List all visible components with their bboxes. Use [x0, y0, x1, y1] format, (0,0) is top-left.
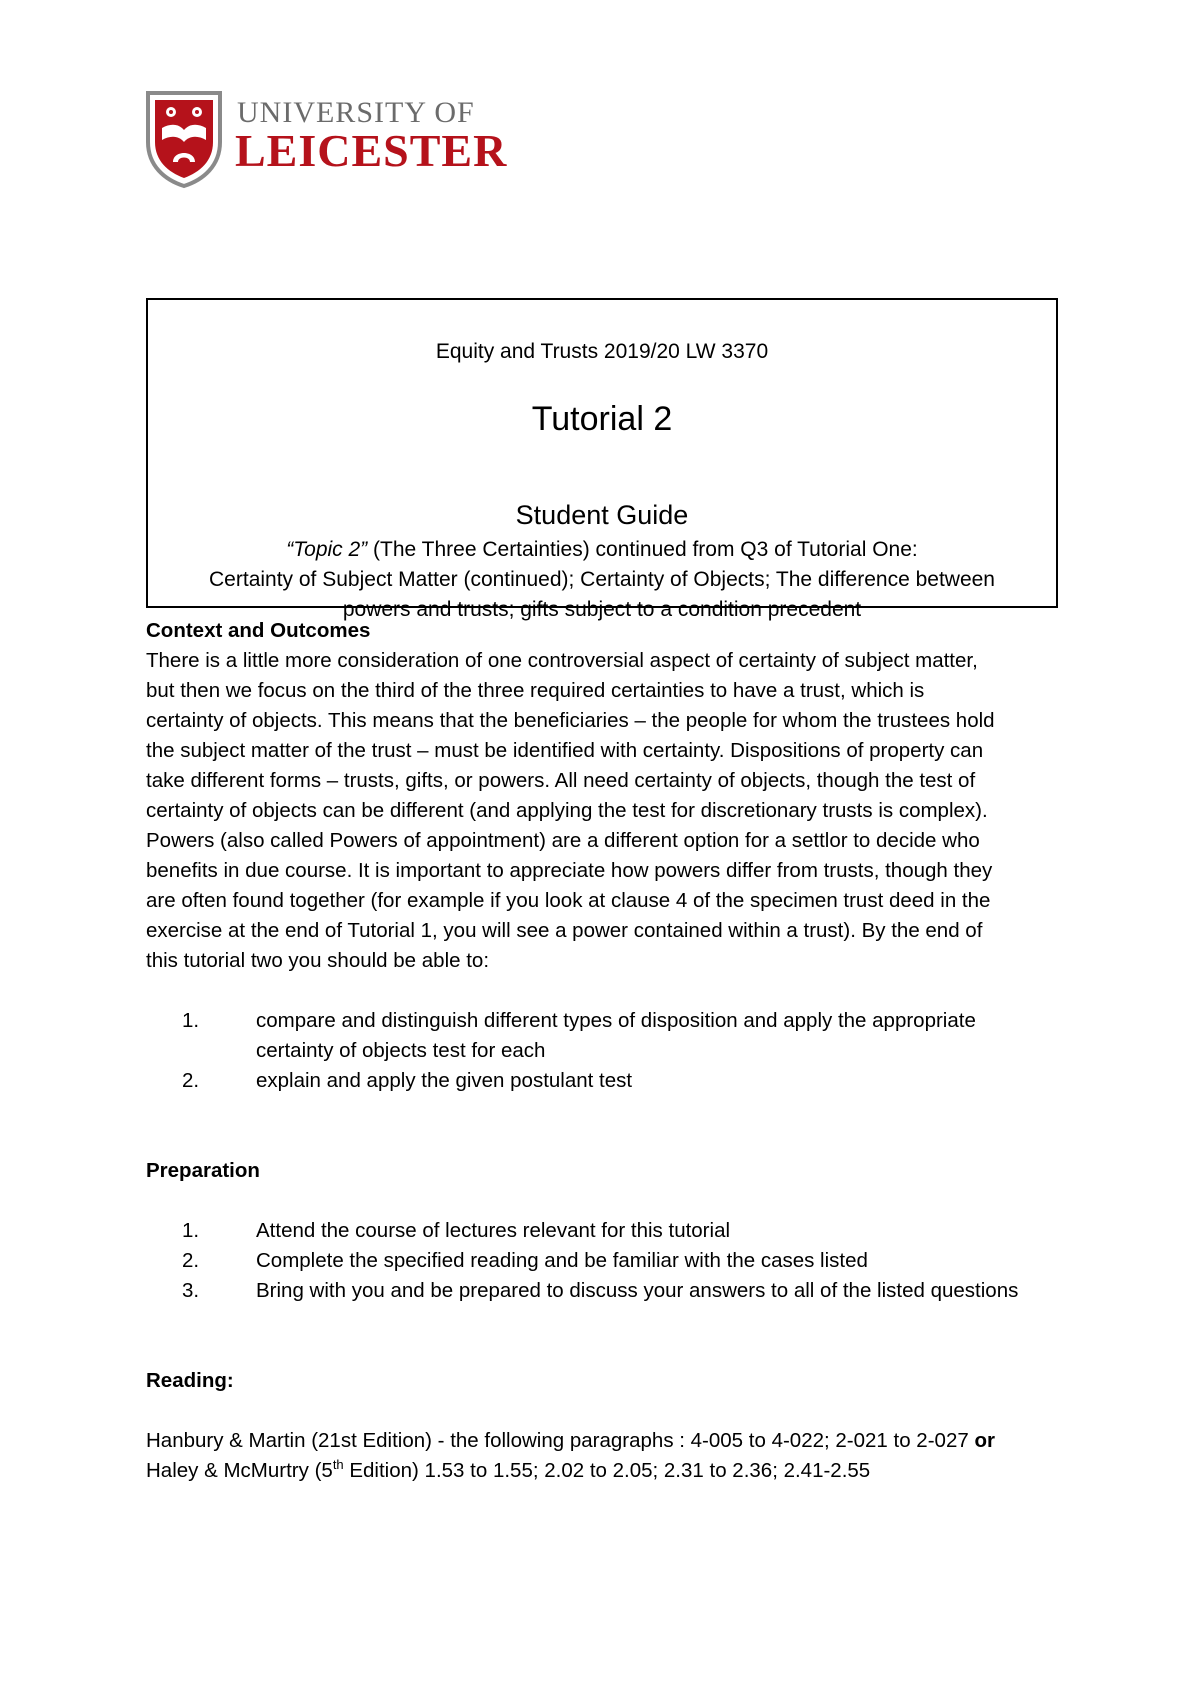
preparation-text: Attend the course of lectures relevant for this tutorial: [256, 1219, 731, 1242]
preparation-text: Complete the specified reading and be familiar with the cases listed: [256, 1249, 868, 1272]
preparation-item: [146, 1216, 1096, 1246]
outcome-item: [146, 1006, 1096, 1066]
context-line: are often found together (for example if you look at clause 4 of the specimen trust deed in the: [146, 889, 991, 912]
preparation-item: [146, 1276, 1096, 1306]
outcome-line: explain and apply the given postulant test: [256, 1069, 633, 1092]
university-logo: [145, 90, 508, 190]
preparation-number: 2.: [182, 1249, 200, 1272]
logo-line-leicester: LEICESTER: [235, 125, 508, 176]
main-content: [146, 616, 1096, 1486]
reading-text-paragraphs: Edition) 1.53 to 1.55; 2.02 to 2.05; 2.31 to 2.36; 2.41-2.55: [343, 1459, 871, 1482]
outcome-number: 1.: [182, 1009, 200, 1032]
preparation-heading: Preparation: [146, 1159, 260, 1182]
reading-or: or: [974, 1429, 995, 1452]
context-line: Powers (also called Powers of appointment) are a different option for a settlor to decide who: [146, 829, 980, 852]
context-line: the subject matter of the trust – must be identified with certainty. Dispositions of property can: [146, 739, 984, 762]
topic-line-2: Certainty of Subject Matter (continued); Certainty of Objects; The difference between: [209, 568, 995, 591]
reading-heading: Reading:: [146, 1369, 234, 1392]
preparation-number: 3.: [182, 1279, 200, 1302]
context-line: exercise at the end of Tutorial 1, you will see a power contained within a trust). By the end of: [146, 919, 983, 942]
tutorial-title: Tutorial 2: [531, 400, 673, 438]
outcome-line: certainty of objects test for each: [256, 1039, 546, 1062]
context-line: certainty of objects can be different (and applying the test for discretionary trusts is complex).: [146, 799, 988, 822]
context-line: this tutorial two you should be able to:: [146, 949, 490, 972]
context-line: but then we focus on the third of the three required certainties to have a trust, which is: [146, 679, 925, 702]
context-line: take different forms – trusts, gifts, or powers. All need certainty of objects, though the test of: [146, 769, 976, 792]
reading-line-2: [146, 1456, 1096, 1486]
preparation-text: Bring with you and be prepared to discuss your answers to all of the listed questions: [256, 1279, 1019, 1302]
university-crest-icon: [145, 90, 223, 188]
context-line: There is a little more consideration of one controversial aspect of certainty of subject matter,: [146, 649, 978, 672]
topic-description: (The Three Certainties) continued from Q3 of Tutorial One:: [367, 538, 918, 561]
context-line: certainty of objects. This means that the beneficiaries – the people for whom the trustees hold: [146, 709, 995, 732]
context-heading: Context and Outcomes: [146, 619, 371, 642]
course-code: Equity and Trusts 2019/20 LW 3370: [435, 340, 769, 363]
preparation-list: [146, 1216, 1096, 1306]
outcomes-list: [146, 1006, 1096, 1096]
title-box: [146, 298, 1058, 621]
topic-line-3: powers and trusts; gifts subject to a condition precedent: [342, 598, 862, 621]
edition-superscript: th: [332, 1457, 344, 1473]
outcome-line: compare and distinguish different types of disposition and apply the appropriate: [256, 1009, 976, 1032]
reading-text-hanbury: Hanbury & Martin (21st Edition) - the following paragraphs : 4-005 to 4-022; 2-021 to 2-027: [146, 1429, 975, 1452]
reading-text-haley: Haley & McMurtry (5: [146, 1459, 333, 1482]
topic-line-1: [148, 538, 1056, 562]
outcome-number: 2.: [182, 1069, 200, 1092]
preparation-number: 1.: [182, 1219, 200, 1242]
context-paragraph: [146, 646, 1096, 976]
topic-label: “Topic 2”: [286, 538, 368, 561]
reading-line-1: [146, 1426, 1096, 1456]
logo-line-university: UNIVERSITY OF: [237, 96, 475, 129]
context-line: benefits in due course. It is important to appreciate how powers differ from trusts, though they: [146, 859, 993, 882]
outcome-item: [146, 1066, 1096, 1096]
preparation-item: [146, 1246, 1096, 1276]
student-guide-heading: Student Guide: [515, 500, 689, 530]
